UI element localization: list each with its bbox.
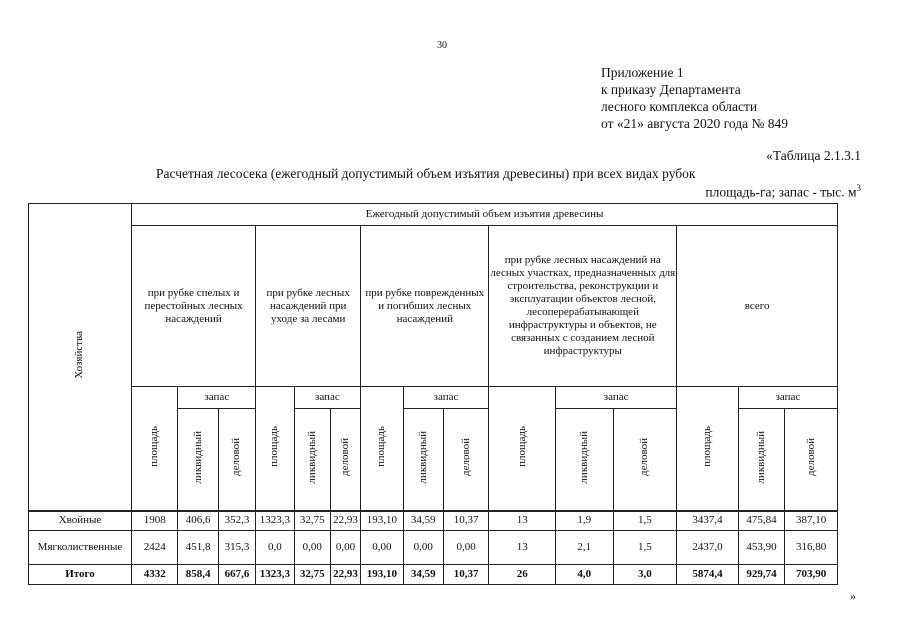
- cell: 1323,3: [256, 565, 294, 585]
- row-name: Хвойные: [29, 511, 132, 531]
- cell: 34,59: [403, 565, 443, 585]
- liquid-header-cell: [738, 409, 784, 511]
- cell: 1323,3: [256, 511, 294, 531]
- appendix-line: к приказу Департамента: [601, 82, 741, 97]
- area-header-cell: [131, 387, 177, 511]
- business-header-cell: [218, 409, 255, 511]
- cell: 3,0: [613, 565, 677, 585]
- table-row-total: [29, 565, 838, 585]
- group-header: при рубке спелых и перестойных лесных насаждений: [131, 226, 255, 387]
- area-header: площадь: [148, 425, 161, 467]
- zapas-header: запас: [403, 387, 489, 409]
- row-name: Мягколиственные: [29, 531, 132, 565]
- area-header-cell: [256, 387, 294, 511]
- main-header: Ежегодный допустимый объем изъятия древесины: [131, 204, 837, 226]
- group-header: при рубке лесных насаждений при уходе за лесами: [256, 226, 361, 387]
- cell: 32,75: [294, 511, 330, 531]
- cell: 1,5: [613, 531, 677, 565]
- cell: 1,9: [556, 511, 614, 531]
- cell: 315,3: [218, 531, 255, 565]
- cell: 26: [489, 565, 556, 585]
- liquid-header: ликвидный: [755, 430, 767, 484]
- cell: 22,93: [330, 511, 360, 531]
- liquid-header-cell: [403, 409, 443, 511]
- units-superscript: 3: [856, 183, 861, 193]
- appendix-line: лесного комплекса области: [601, 99, 758, 114]
- harvest-table: [28, 203, 838, 585]
- group-header: при рубке лесных насаждений на лесных участках, предназначенных для строительства, реконструкции и эксплуатации объектов лесной, лесоперерабатывающей инфраструктуры и объектов, не связанных с созданием лесной инфраструктуры: [489, 226, 677, 387]
- business-header-cell: [330, 409, 360, 511]
- business-header: деловой: [459, 438, 472, 477]
- row-header-cell: [29, 204, 132, 511]
- cell: 2,1: [556, 531, 614, 565]
- cell: 2437,0: [677, 531, 739, 565]
- cell: 10,37: [443, 565, 488, 585]
- appendix-line: Приложение 1: [601, 65, 684, 80]
- cell: 34,59: [403, 511, 443, 531]
- cell: 451,8: [178, 531, 218, 565]
- cell: 0,00: [330, 531, 360, 565]
- cell: 4332: [131, 565, 177, 585]
- business-header-cell: [785, 409, 838, 511]
- table-title: Расчетная лесосека (ежегодный допустимый объем изъятия древесины) при всех видах рубок: [156, 166, 696, 181]
- cell: 352,3: [218, 511, 255, 531]
- zapas-header: запас: [178, 387, 256, 409]
- area-header: площадь: [700, 425, 713, 467]
- row-name: Итого: [29, 565, 132, 585]
- cell: 13: [489, 511, 556, 531]
- row-header: Хозяйства: [73, 330, 86, 379]
- table-row: [29, 511, 838, 531]
- cell: 0,00: [361, 531, 403, 565]
- business-header-cell: [613, 409, 677, 511]
- cell: 316,80: [785, 531, 838, 565]
- cell: 3437,4: [677, 511, 739, 531]
- closing-quote: »: [850, 589, 856, 603]
- appendix-block: [601, 64, 788, 132]
- area-header-cell: [361, 387, 403, 511]
- cell: 10,37: [443, 511, 488, 531]
- liquid-header-cell: [178, 409, 218, 511]
- area-header: площадь: [515, 425, 528, 467]
- cell: 5874,4: [677, 565, 739, 585]
- cell: 0,0: [256, 531, 294, 565]
- cell: 22,93: [330, 565, 360, 585]
- cell: 1908: [131, 511, 177, 531]
- area-header-cell: [489, 387, 556, 511]
- cell: 0,00: [443, 531, 488, 565]
- liquid-header-cell: [294, 409, 330, 511]
- business-header: деловой: [638, 438, 651, 477]
- cell: 2424: [131, 531, 177, 565]
- table-reference: «Таблица 2.1.3.1: [766, 148, 861, 163]
- liquid-header: ликвидный: [305, 430, 318, 484]
- cell: 453,90: [738, 531, 784, 565]
- liquid-header: ликвидный: [416, 430, 429, 484]
- units-note: [705, 183, 861, 201]
- cell: 0,00: [294, 531, 330, 565]
- cell: 193,10: [361, 511, 403, 531]
- zapas-header: запас: [738, 387, 837, 409]
- business-header: деловой: [339, 438, 352, 477]
- zapas-header: запас: [294, 387, 361, 409]
- business-header-cell: [443, 409, 488, 511]
- page-number: 30: [437, 40, 447, 51]
- units-text: площадь-га; запас - тыс. м: [705, 184, 857, 200]
- liquid-header: ликвидный: [577, 430, 590, 484]
- cell: 703,90: [785, 565, 838, 585]
- business-header: деловой: [804, 438, 817, 477]
- cell: 929,74: [738, 565, 784, 585]
- group-header: всего: [677, 226, 838, 387]
- zapas-header: запас: [556, 387, 677, 409]
- appendix-line: от «21» августа 2020 года № 849: [601, 116, 788, 131]
- cell: 193,10: [361, 565, 403, 585]
- cell: 387,10: [785, 511, 838, 531]
- area-header: площадь: [375, 425, 388, 467]
- cell: 0,00: [403, 531, 443, 565]
- table-row: [29, 531, 838, 565]
- group-header: при рубке поврежденных и погибших лесных насаждений: [361, 226, 489, 387]
- cell: 32,75: [294, 565, 330, 585]
- cell: 4,0: [556, 565, 614, 585]
- cell: 475,84: [738, 511, 784, 531]
- liquid-header: ликвидный: [191, 430, 204, 484]
- cell: 1,5: [613, 511, 677, 531]
- cell: 858,4: [178, 565, 218, 585]
- area-header: площадь: [268, 425, 281, 467]
- business-header: деловой: [230, 438, 243, 477]
- cell: 406,6: [178, 511, 218, 531]
- cell: 667,6: [218, 565, 255, 585]
- area-header-cell: [677, 387, 739, 511]
- cell: 13: [489, 531, 556, 565]
- liquid-header-cell: [556, 409, 614, 511]
